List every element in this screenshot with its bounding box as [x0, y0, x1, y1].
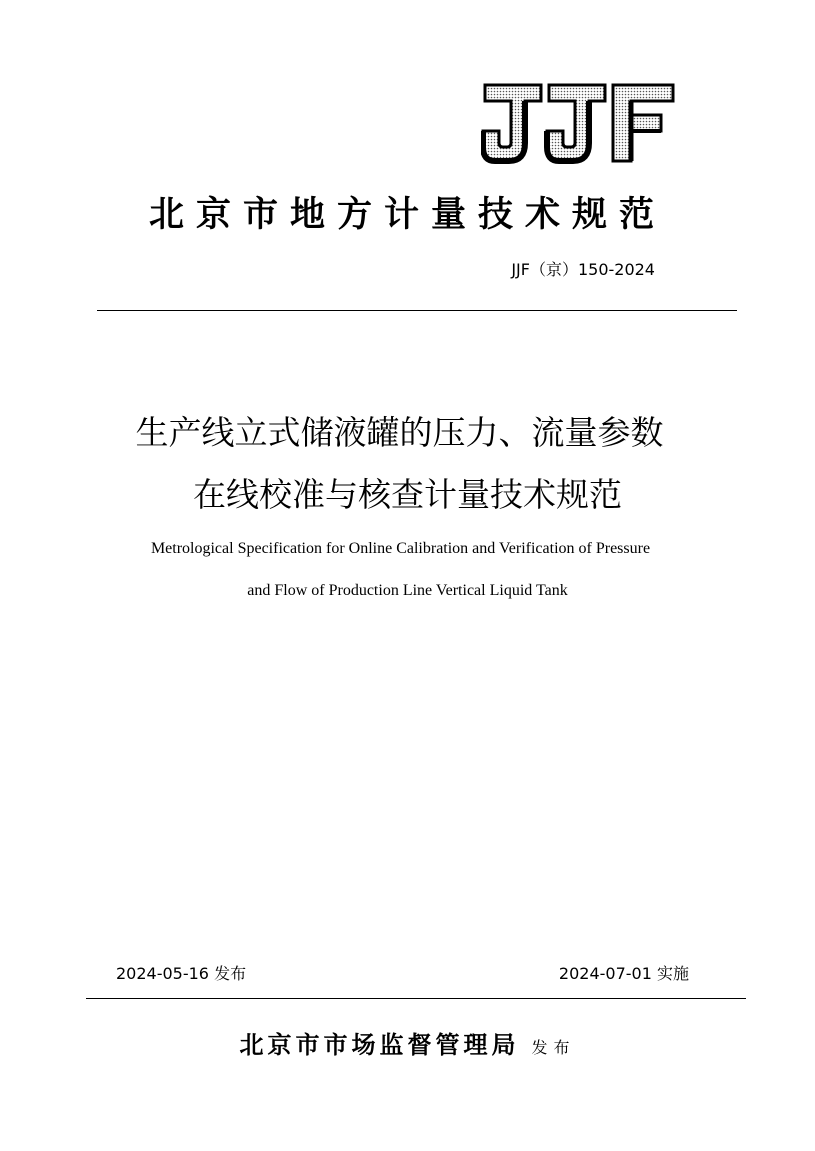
implementation-date: 2024-07-01 实施	[558, 964, 689, 983]
top-divider	[97, 310, 737, 311]
english-title-line-2: and Flow of Production Line Vertical Liquid Tank	[247, 582, 568, 599]
jjf-logo-icon	[481, 81, 677, 165]
chinese-title-line-1: 生产线立式储液罐的压力、流量参数	[135, 413, 664, 452]
publisher-name: 北京市市场监督管理局	[239, 1030, 520, 1059]
publisher-block	[0, 1028, 815, 1065]
issue-date: 2024-05-16 发布	[116, 964, 247, 983]
logo-letter-j2	[547, 85, 605, 161]
document-number: JJF（京）150-2024	[511, 260, 655, 279]
publisher-verb: 发布	[531, 1038, 576, 1057]
bottom-divider	[86, 998, 746, 999]
logo-letter-j1	[483, 85, 541, 161]
english-title-line-1: Metrological Specification for Online Calibration and Verification of Pressure	[150, 540, 651, 557]
logo-letter-f	[613, 85, 673, 161]
chinese-title-line-2: 在线校准与核查计量技术规范	[193, 475, 622, 514]
jjf-logo	[481, 81, 677, 165]
org-title: 北京市地方计量技术规范	[148, 194, 666, 235]
